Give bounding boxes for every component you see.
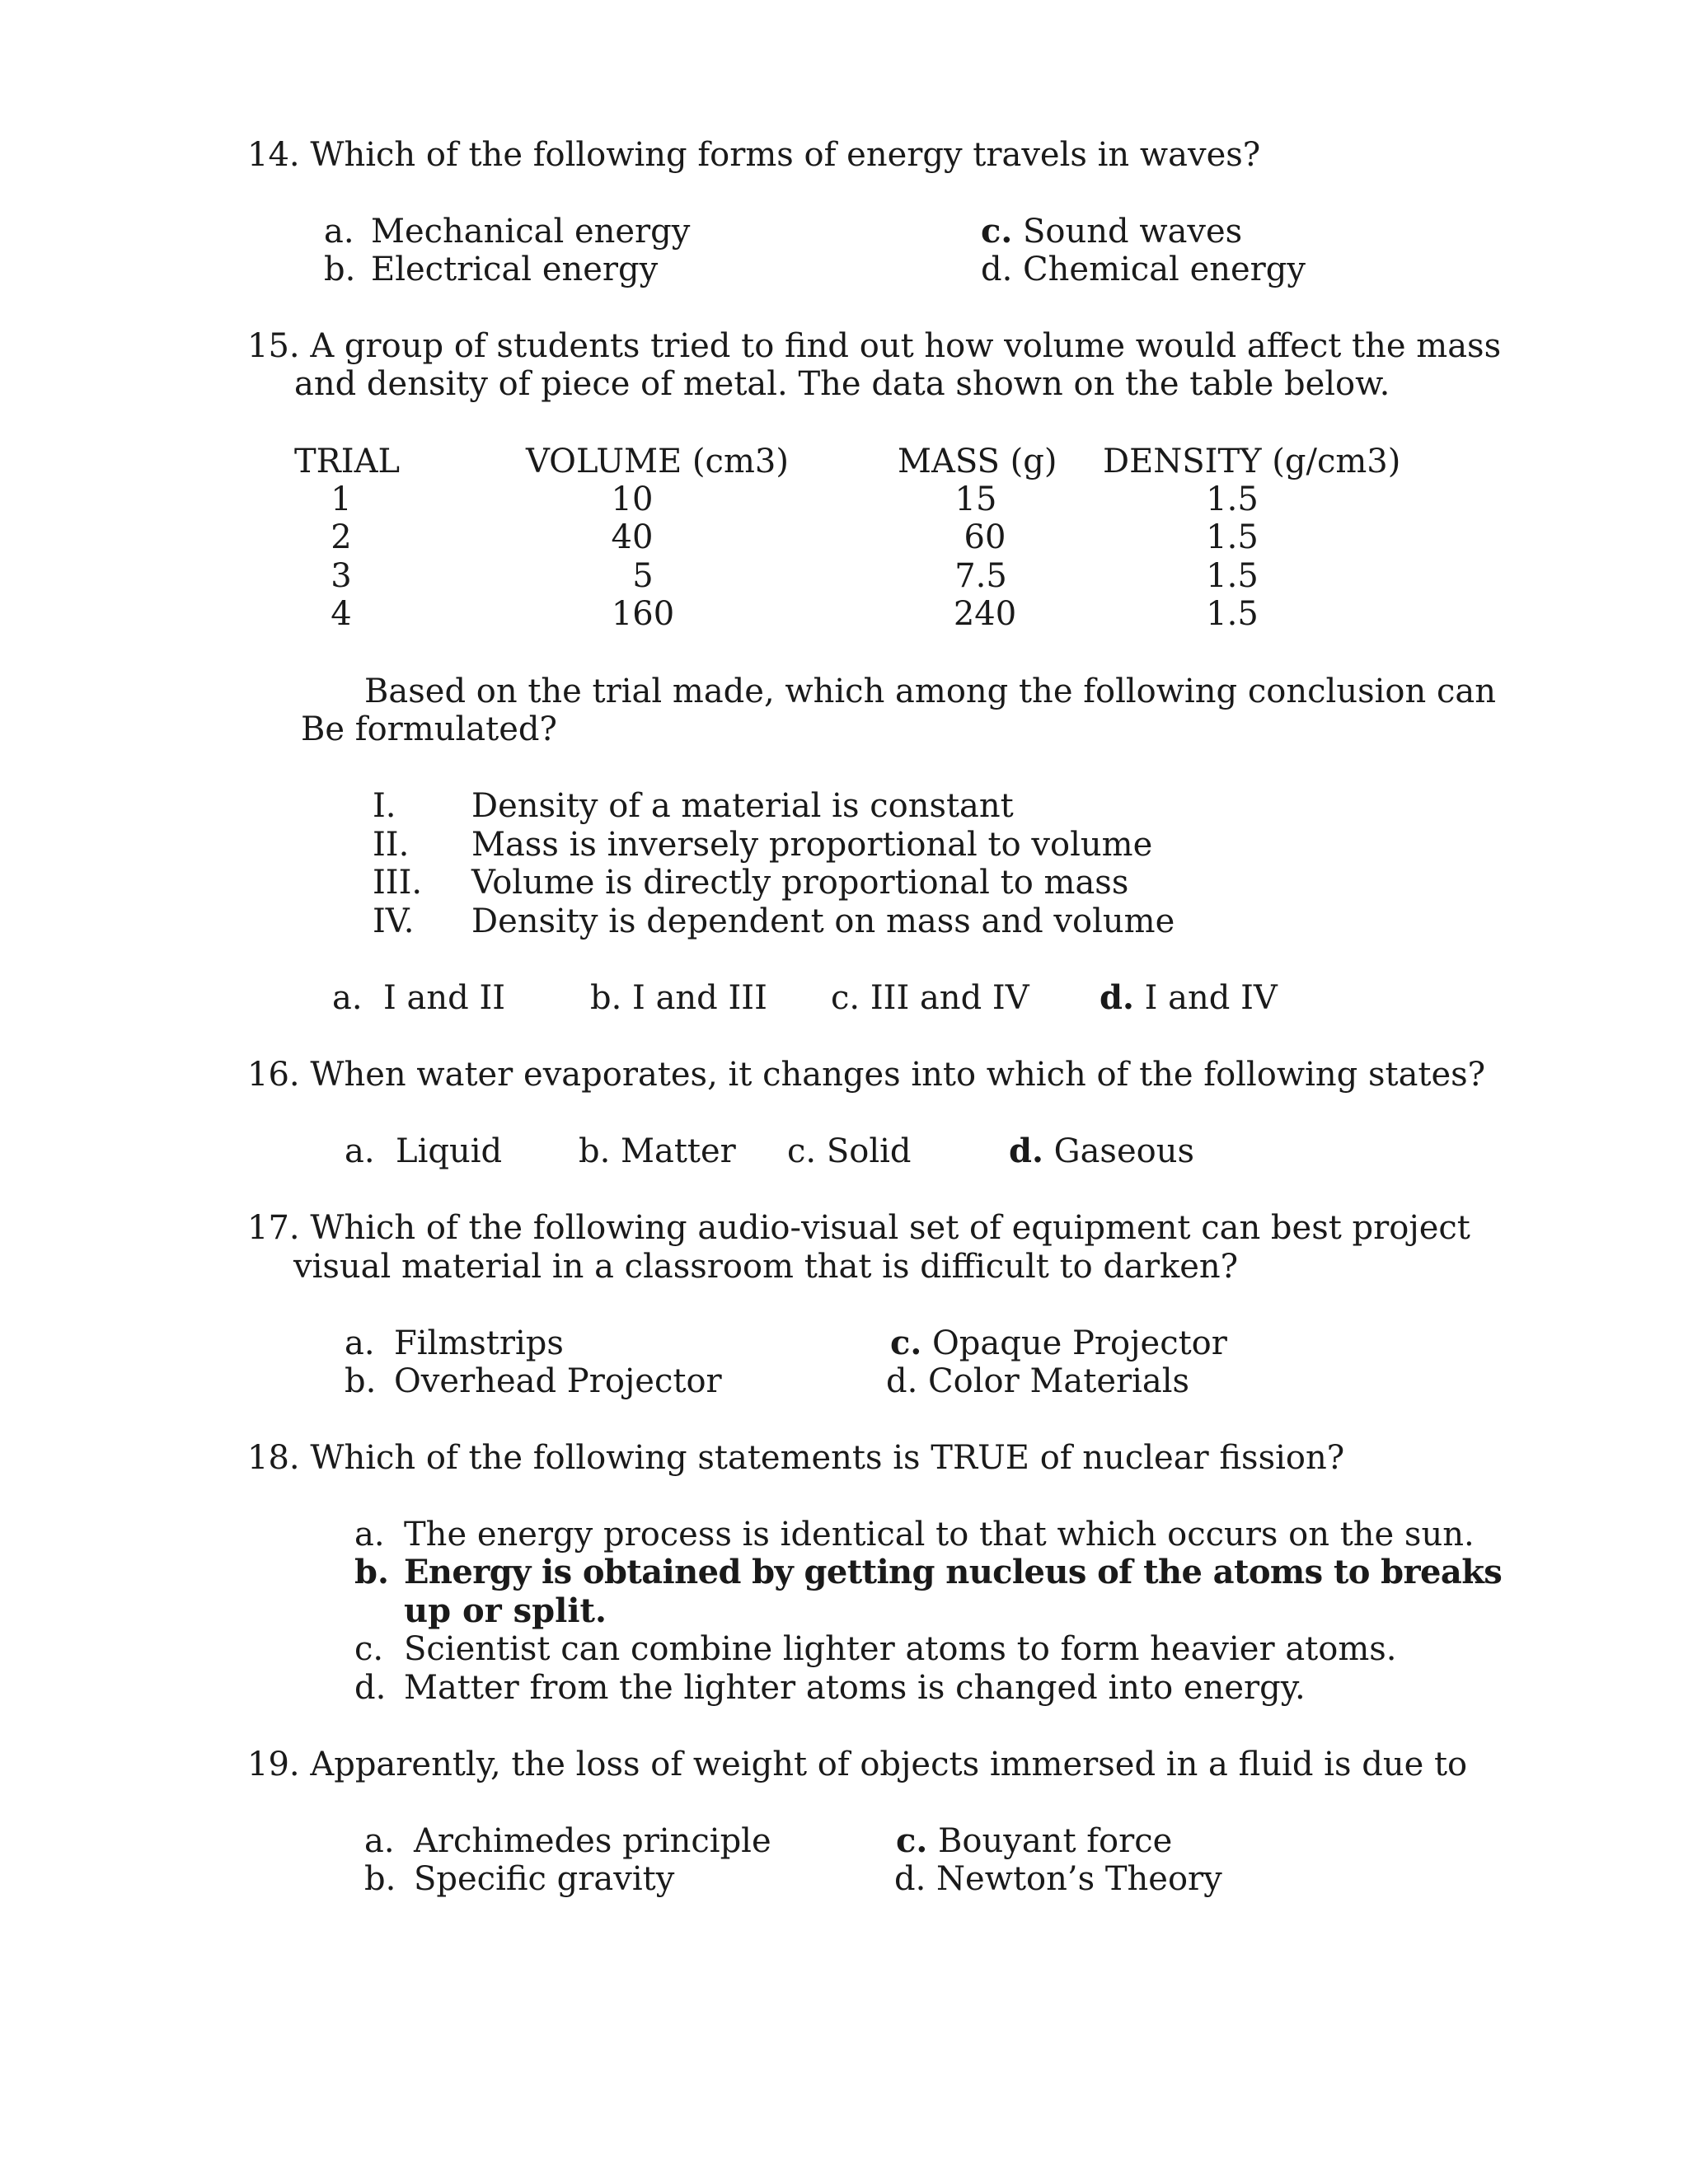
question-19-stem: 19. Apparently, the loss of weight of objects immersed in a fluid is due to <box>247 1746 1468 1783</box>
choice-d-answer: d. Gaseous <box>1009 1132 1194 1170</box>
choice-b-answer: b. Energy is obtained by getting nucleus of the atoms to breaks <box>354 1553 1503 1591</box>
table-cell: 1.5 <box>1206 595 1259 633</box>
table-cell: 1.5 <box>1206 480 1259 518</box>
table-cell: 15 <box>954 480 997 518</box>
table-cell: 7.5 <box>954 557 1007 595</box>
question-15-prompt-line-2: Be formulated? <box>301 710 557 748</box>
statement-2: II. Mass is inversely proportional to volume <box>373 826 1153 864</box>
table-cell: 5 <box>632 557 654 595</box>
question-17-stem-line-2: visual material in a classroom that is difficult to darken? <box>293 1248 1239 1286</box>
choice-b: b. Specific gravity <box>364 1860 675 1898</box>
table-header-volume: VOLUME (cm3) <box>526 443 789 480</box>
table-header-density: DENSITY (g/cm3) <box>1103 443 1401 480</box>
choice-a: a. The energy process is identical to that which occurs on the sun. <box>354 1516 1475 1554</box>
table-header-trial: TRIAL <box>294 443 401 480</box>
table-cell: 2 <box>331 518 352 556</box>
question-14-stem: 14. Which of the following forms of energy travels in waves? <box>247 136 1261 174</box>
table-cell: 4 <box>331 595 352 633</box>
table-cell: 1.5 <box>1206 557 1259 595</box>
statement-1: I. Density of a material is constant <box>373 787 1014 825</box>
table-cell: 240 <box>953 595 1017 633</box>
choice-d: d. Chemical energy <box>981 251 1306 288</box>
choice-b: b. Electrical energy <box>324 251 659 288</box>
choice-c-answer: c. Sound waves <box>981 212 1243 251</box>
choice-c-answer: c. Opaque Projector <box>890 1324 1227 1362</box>
table-cell: 60 <box>964 518 1006 556</box>
choice-b: b. Matter <box>579 1132 736 1170</box>
choice-b: b. I and III <box>590 979 767 1017</box>
question-15-stem-line-1: 15. A group of students tried to find out how volume would affect the mass <box>247 327 1502 365</box>
choice-d: d. Matter from the lighter atoms is changed into energy. <box>354 1669 1306 1707</box>
choice-a: a. Archimedes principle <box>364 1822 771 1860</box>
choice-c-answer: c. Bouyant force <box>896 1821 1173 1860</box>
choice-d: d. Color Materials <box>886 1362 1190 1400</box>
choice-c: c. Scientist can combine lighter atoms to form heavier atoms. <box>354 1630 1397 1668</box>
choice-c: c. Solid <box>787 1132 912 1170</box>
table-cell: 160 <box>611 595 675 633</box>
question-15-stem-line-2: and density of piece of metal. The data shown on the table below. <box>294 365 1390 403</box>
question-18-stem: 18. Which of the following statements is TRUE of nuclear fission? <box>247 1439 1345 1477</box>
choice-b: b. Overhead Projector <box>345 1362 722 1400</box>
table-cell: 10 <box>611 480 654 518</box>
question-17-stem-line-1: 17. Which of the following audio-visual set of equipment can best project <box>247 1209 1470 1247</box>
statement-4: IV. Density is dependent on mass and volume <box>373 902 1175 940</box>
choice-a: a. Liquid <box>345 1132 503 1170</box>
table-cell: 3 <box>331 557 352 595</box>
table-header-mass: MASS (g) <box>898 443 1057 480</box>
choice-c: c. III and IV <box>831 979 1029 1017</box>
question-16-stem: 16. When water evaporates, it changes into which of the following states? <box>247 1056 1486 1094</box>
choice-d-answer: d. I and IV <box>1100 978 1278 1017</box>
table-cell: 40 <box>611 518 654 556</box>
choice-a: a. Filmstrips <box>345 1324 564 1362</box>
choice-d: d. Newton’s Theory <box>894 1860 1222 1898</box>
choice-a: a. Mechanical energy <box>324 213 691 251</box>
choice-a: a. I and II <box>332 979 506 1017</box>
statement-3: III. Volume is directly proportional to mass <box>373 864 1129 902</box>
question-15-prompt-line-1: Based on the trial made, which among the following conclusion can <box>364 673 1496 710</box>
table-cell: 1.5 <box>1206 518 1259 556</box>
table-cell: 1 <box>331 480 352 518</box>
choice-b-answer-continued: up or split. <box>404 1591 607 1630</box>
